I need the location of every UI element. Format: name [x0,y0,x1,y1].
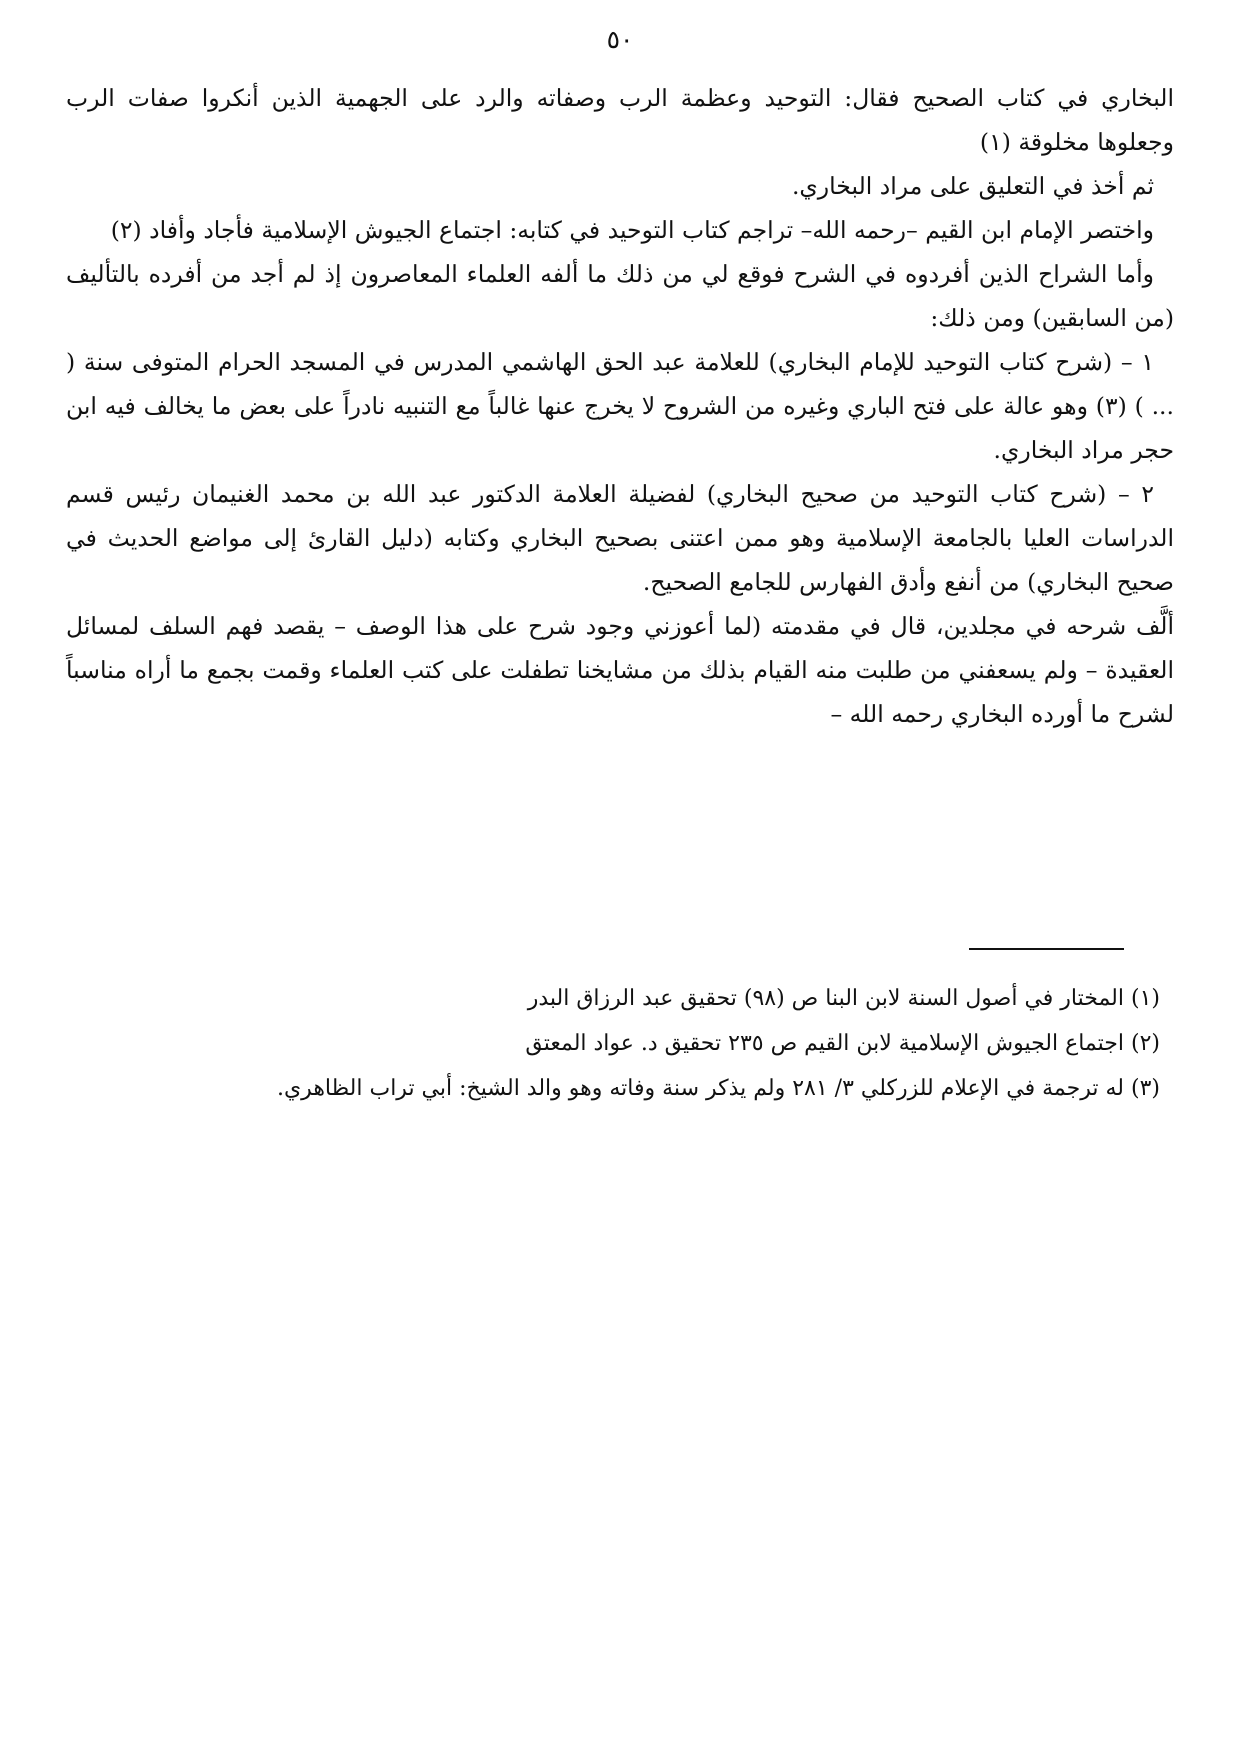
paragraph: ثم أخذ في التعليق على مراد البخاري. [791,172,1154,200]
paragraph: ٢ – (شرح كتاب التوحيد من صحيح البخاري) لفضيلة العلامة الدكتور عبد الله بن محمد الغنيمان رئيس قسم الدراسات العليا بالجامعة الإسلامية وهو ممن اعتنى بصحيح البخاري وكتابه (دليل القارئ إلى مواضع الحديث في صحيح البخاري) من أنفع وأدق الفهارس للجامع الصحيح. [66,480,1174,596]
paragraph: ١ – (شرح كتاب التوحيد للإمام البخاري) للعلامة عبد الحق الهاشمي المدرس في المسجد الحرام المتوفى سنة ( ... ) (٣) وهو عالة على فتح الباري وغيره من الشروح لا يخرج عنها غالباً مع التنبيه نادراً على بعض ما يخالف فيه ابن حجر مراد البخاري. [66,348,1174,464]
paragraph: وأما الشراح الذين أفردوه في الشرح فوقع لي من ذلك ما ألفه العلماء المعاصرون إذ لم أجد من أفرده بالتأليف (من السابقين) ومن ذلك: [66,260,1174,332]
paragraph: ألَّف شرحه في مجلدين، قال في مقدمته (لما أعوزني وجود شرح على هذا الوصف – يقصد فهم السلف لمسائل العقيدة – ولم يسعفني من طلبت منه القيام بذلك من مشايخنا تطفلت على كتب العلماء وقمت بجمع ما أراه مناسباً لشرح ما أورده البخاري رحمه الله – [66,612,1174,728]
footnote-separator [969,948,1124,950]
main-text [66,76,1174,736]
footnote: (١) المختار في أصول السنة لابن البنا ص (٩٨) تحقيق عبد الرزاق البدر [527,986,1160,1011]
footnote: (٣) له ترجمة في الإعلام للزركلي ٣/ ٢٨١ ولم يذكر سنة وفاته وهو والد الشيخ: أبي تراب الظاهري. [276,1076,1160,1101]
page-number: ٥٠ [606,25,634,54]
paragraph: واختصر الإمام ابن القيم –رحمه الله– تراجم كتاب التوحيد في كتابه: اجتماع الجيوش الإسلامية فأجاد وأفاد (٢) [110,216,1154,244]
paragraph: البخاري في كتاب الصحيح فقال: التوحيد وعظمة الرب وصفاته والرد على الجهمية الذين أنكروا صفات الرب وجعلوها مخلوقة (١) [66,84,1174,156]
footnotes [80,976,1160,1111]
footnote: (٢) اجتماع الجيوش الإسلامية لابن القيم ص ٢٣٥ تحقيق د. عواد المعتق [525,1031,1160,1056]
